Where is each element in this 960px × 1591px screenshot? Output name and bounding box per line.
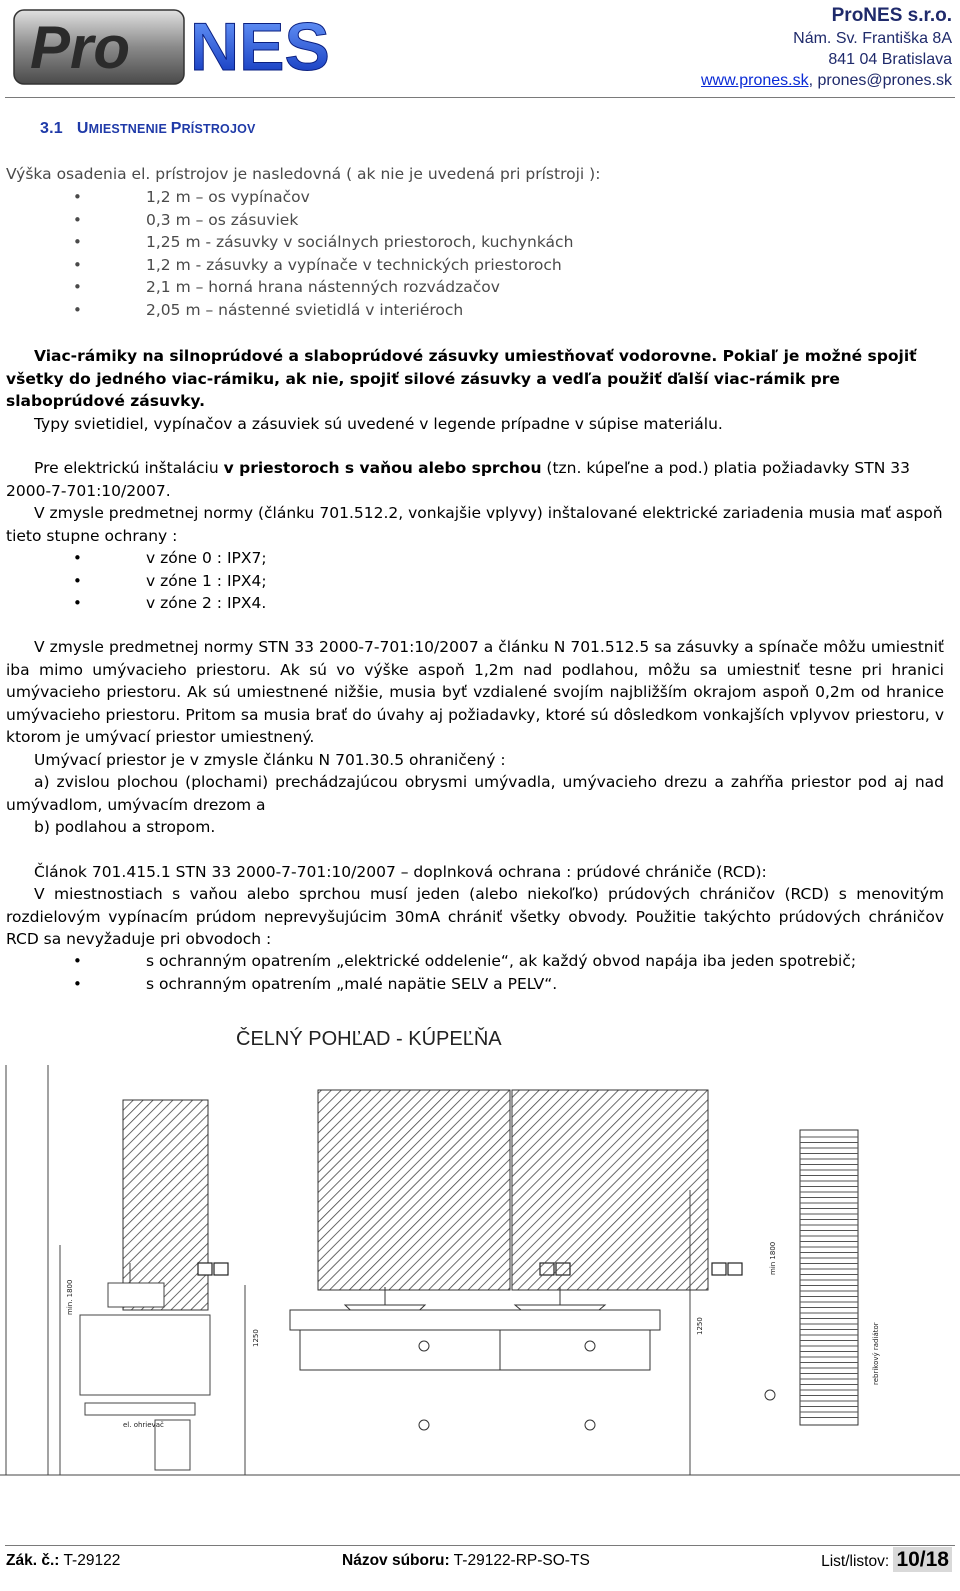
section-number: 3.1 (40, 120, 63, 137)
rcd-list (73, 950, 856, 995)
wash-item-b: b) podlahou a stropom. (34, 818, 216, 836)
company-address-line1: Nám. Sv. Františka 8A (793, 30, 952, 47)
header-divider (5, 97, 955, 98)
bath-text-bold: v priestoroch s vaňou alebo sprchou (223, 459, 542, 477)
prones-logo (12, 6, 377, 88)
dimension-label: min 1800 (769, 1241, 777, 1275)
zones-list (73, 547, 267, 615)
left-mirror-hatched (123, 1100, 208, 1310)
wash-item-a: a) zvislou plochou (plochami) prechádzajúcou obrysmi umývadla, umývacieho drezu a zahŕňa priestor pod aj nad umývadlom, umývacím drezom a (6, 773, 944, 814)
protection-paragraph: V zmysle predmetnej normy (článku 701.512.2, vonkajšie vplyvy) inštalované elektrické zariadenia musia mať aspoň tieto stupne ochrany : (6, 504, 943, 545)
heights-list (73, 186, 573, 321)
section-title-initial2: P (170, 120, 182, 137)
footer-page-count (821, 1548, 952, 1572)
rcd-paragraph: V miestnostiach s vaňou alebo sprchou musí jeden (alebo niekoľko) prúdových chráničov (RCD) s menovitým rozdielovým vypínacím prúdom neprevyšujúcim 30mA chrániť všetky obvody. Použitie takýchto prúdových chráničov RCD sa nevyžaduje pri obvodoch : (6, 885, 944, 948)
section-title-part1: MIESTNENIE (88, 122, 171, 136)
center-mirror-hatched (318, 1090, 510, 1290)
footer (6, 1548, 952, 1582)
list-item: • v zóne 0 : IPX7; (73, 547, 267, 570)
section-title-part2: RÍSTROJOV (181, 122, 256, 136)
drawing-title: ČELNÝ POHĽAD - KÚPEĽŇA (236, 1028, 502, 1050)
footer-divider (5, 1545, 955, 1546)
list-item: • v zóne 2 : IPX4. (73, 592, 267, 615)
intro-text: Výška osadenia el. prístrojov je nasledovná ( ak nie je uvedená pri prístroji ): (6, 165, 601, 183)
list-item: • 2,05 m – nástenné svietidlá v interiéroch (73, 299, 573, 322)
list-item: • 1,2 m – os vypínačov (73, 186, 573, 209)
center-mirror-hatched (512, 1090, 708, 1290)
company-name: ProNES s.r.o. (831, 5, 952, 26)
file-label: Názov súboru: (342, 1552, 450, 1569)
company-info (701, 4, 952, 91)
norm-paragraph: V zmysle predmetnej normy STN 33 2000-7-701:10/2007 a článku N 701.512.5 sa zásuvky a spínače môžu umiestniť iba mimo umývacieho priestoru. Ak sú vo výške aspoň 1,2m nad podlahou, môžu sa umiestniť tesne pri hranici umývacieho priestoru. Ak sú umiestnené nižšie, musia byť vzdialené svojím najbližším okrajom aspoň 0,2m od hranice umývacieho priestoru. Pritom sa musia brať do úvahy aj požiadavky, ktoré sú dôsledkom vonkajších vplyvov priestoru, v ktorom je umývací priestor umiestnený. (6, 638, 944, 746)
dimension-label: min. 1800 (66, 1279, 74, 1315)
dimension-label: 1250 (696, 1317, 704, 1335)
double-vanity (290, 1287, 660, 1370)
order-value: T-29122 (59, 1552, 121, 1569)
logo-nes-text: NES (190, 9, 330, 85)
logo-pro-text: Pro (30, 14, 131, 81)
list-item: • s ochranným opatrením „malé napätie SELV a PELV“. (73, 973, 856, 996)
footer-file-name (342, 1552, 590, 1570)
dimension-label: 1250 (252, 1329, 260, 1347)
section-title-initial: U (76, 120, 89, 137)
email-text: prones@prones.sk (817, 72, 952, 89)
list-item: • s ochranným opatrením „elektrické oddelenie“, ak každý obvod napája iba jeden spotrebič; (73, 950, 856, 973)
company-address-line2: 841 04 Bratislava (828, 51, 952, 68)
types-paragraph: Typy svietidiel, vypínačov a zásuviek sú uvedené v legende prípadne v súpise materiálu. (34, 415, 723, 433)
bath-paragraph (6, 457, 944, 502)
ladder-radiator (800, 1130, 858, 1425)
contact-separator: , (808, 72, 818, 89)
frames-paragraph: Viac-rámiky na silnoprúdové a slaboprúdové zásuvky umiestňovať vodorovne. Pokiaľ je možné spojiť všetky do jedného viac-rámiku, ak nie, spojiť silové zásuvky a vedľa použiť ďalší viac-rámik pre slaboprúdové zásuvky. (6, 347, 917, 410)
order-label: Zák. č.: (6, 1552, 60, 1569)
bath-text-pre: Pre elektrickú inštaláciu (34, 459, 224, 477)
radiator-rungs (800, 1137, 858, 1418)
radiator-label: rebríkový radiátor (872, 1322, 880, 1385)
website-link[interactable]: www.prones.sk (700, 72, 809, 89)
rcd-title: Článok 701.415.1 STN 33 2000-7-701:10/2007 – doplnková ochrana : prúdové chrániče (RCD): (34, 863, 767, 881)
list-item: • 1,25 m - zásuvky v sociálnych priestoroch, kuchynkách (73, 231, 573, 254)
page-number: 10/18 (893, 1547, 952, 1572)
wash-definition: Umývací priestor je v zmysle článku N 701.30.5 ohraničený : (34, 751, 506, 769)
list-item: • v zóne 1 : IPX4; (73, 570, 267, 593)
section-heading (40, 120, 256, 138)
bath-text-post: (tzn. kúpeľne a pod.) platia požiadavky STN 33 2000-7-701:10/2007. (6, 459, 910, 500)
list-item: • 1,2 m - zásuvky a vypínače v technických priestoroch (73, 254, 573, 277)
heater-label: el. ohrievač (123, 1421, 164, 1429)
page-label: List/listov: (821, 1553, 894, 1570)
list-item: • 0,3 m – os zásuviek (73, 209, 573, 232)
footer-order-number (6, 1552, 120, 1570)
file-value: T-29122-RP-SO-TS (449, 1552, 590, 1569)
bathroom-front-view-drawing (0, 1015, 960, 1545)
list-item: • 2,1 m – horná hrana nástenných rozvádzačov (73, 276, 573, 299)
